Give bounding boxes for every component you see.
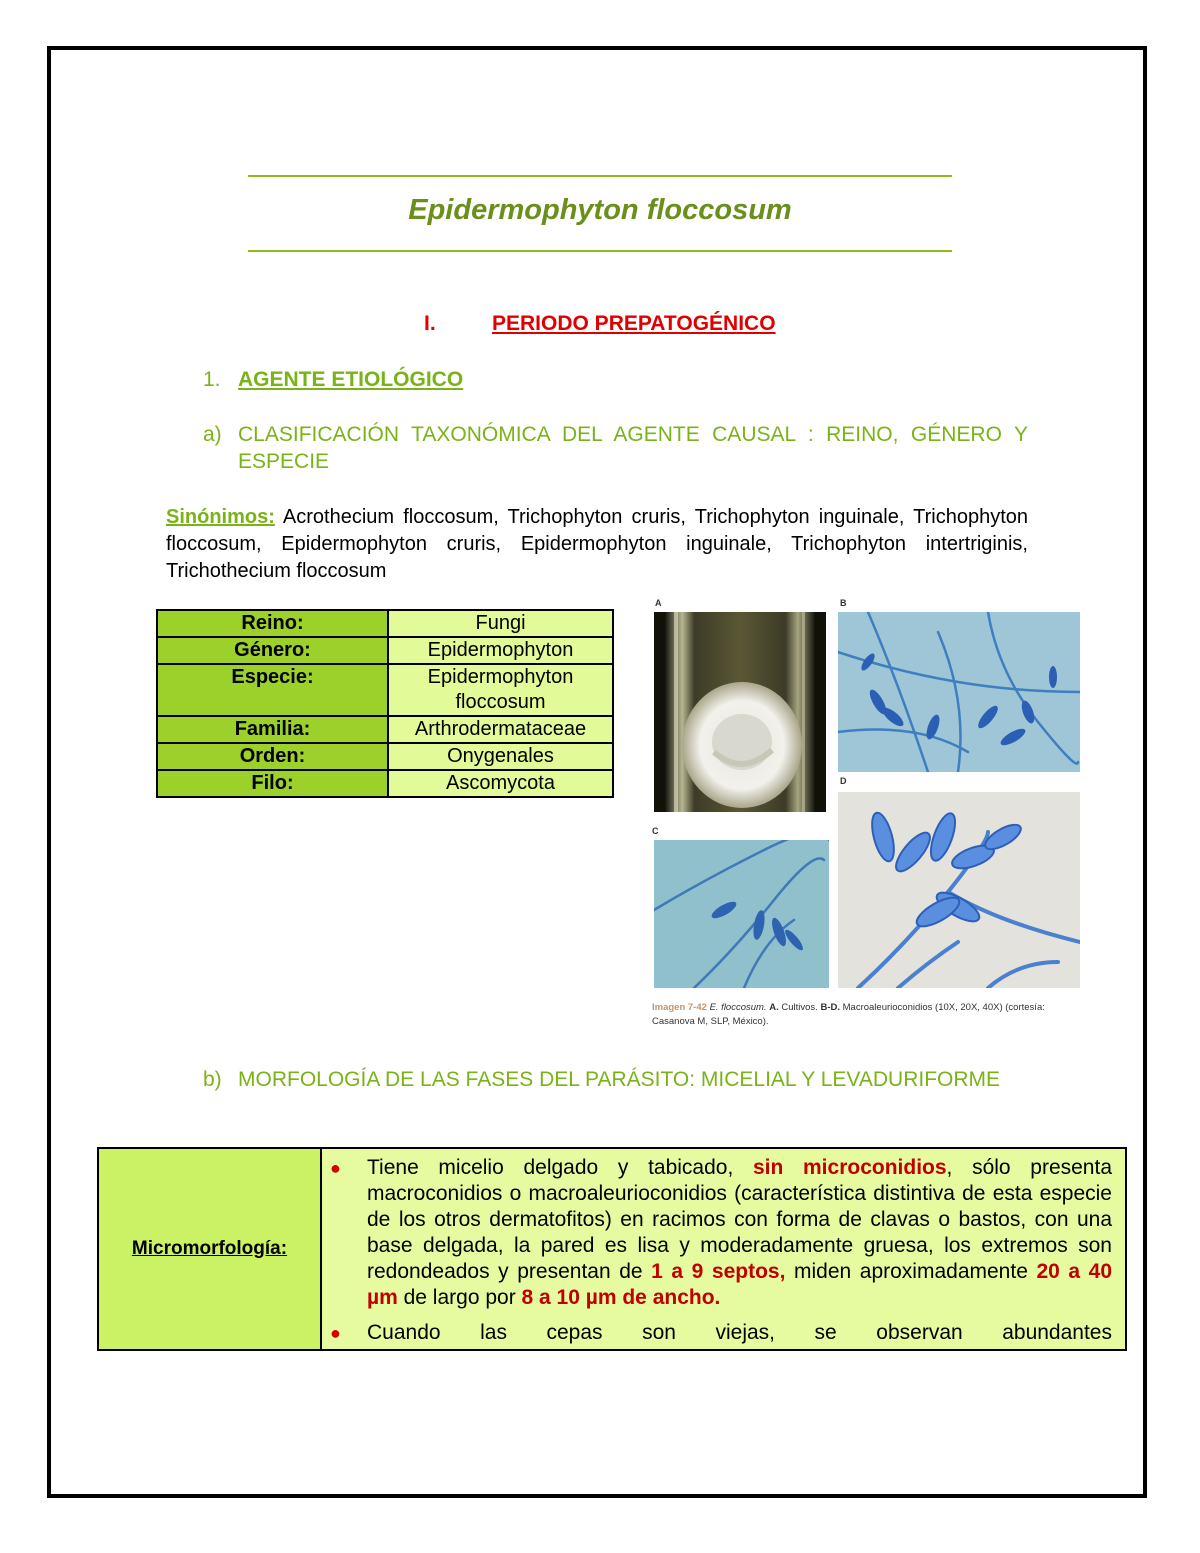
document-title: Epidermophyton floccosum (408, 194, 792, 226)
item-b-label: b) (203, 1068, 222, 1091)
table-row (157, 770, 613, 797)
highlight-text: sin microconidios (752, 1156, 947, 1179)
list-item (330, 1320, 1112, 1346)
taxonomy-value: Ascomycota (388, 770, 613, 797)
synonyms-paragraph (166, 504, 1028, 585)
taxonomy-value: Onygenales (388, 743, 613, 770)
bullet-text: , sólo presenta macroconidios o macroaleurioconidios (característica distintiva de esta especie de los otros dermatofitos) en racimos con forma de clavas o bastos, con una base delgada, la pared es lisa y moderadamente gruesa, los extremos son redondeados y presentan de (367, 1156, 1112, 1283)
table-row (157, 610, 613, 637)
title-top-rule (248, 175, 952, 177)
table-row (157, 637, 613, 664)
taxonomy-key: Orden: (157, 743, 388, 770)
panel-letter-d: D (840, 776, 847, 786)
caption-panel-a: A. (769, 1002, 779, 1013)
section-number: I. (424, 312, 436, 335)
photo-culture-tube (654, 612, 826, 812)
section-title: PERIODO PREPATOGÉNICO (492, 312, 776, 335)
bullet-icon: ● (330, 1158, 341, 1178)
taxonomy-value: Epidermophyton (388, 637, 613, 664)
photo-macroconidia-40x (838, 792, 1080, 988)
subsection-title: AGENTE ETIOLÓGICO (238, 368, 464, 391)
taxonomy-key: Reino: (157, 610, 388, 637)
photo-macroconidia-10x (838, 612, 1080, 772)
list-item (330, 1155, 1112, 1311)
table-row (157, 743, 613, 770)
item-b (203, 1066, 1028, 1122)
caption-image-label: Imagen 7-42 (652, 1002, 707, 1013)
taxonomy-key: Filo: (157, 770, 388, 797)
taxonomy-key: Género: (157, 637, 388, 664)
taxonomy-value: Arthrodermataceae (388, 716, 613, 743)
item-b-text: MORFOLOGÍA DE LAS FASES DEL PARÁSITO: MICELIAL Y LEVADURIFORME (238, 1068, 1001, 1091)
panel-letter-a: A (655, 598, 662, 608)
bullet-icon: ● (330, 1323, 341, 1343)
taxonomy-key: Familia: (157, 716, 388, 743)
synonyms-text: Acrothecium floccosum, Trichophyton cruris, Trichophyton inguinale, Trichophyton floccosum, Epidermophyton cruris, Epidermophyton inguinale, Trichophyton intertriginis, Trichothecium floccosum (166, 506, 1029, 582)
figure-caption (652, 1001, 1084, 1029)
micromorphology-content (321, 1148, 1126, 1350)
taxonomy-key: Especie: (157, 664, 388, 716)
highlight-text: 8 a 10 µm de ancho. (521, 1286, 721, 1309)
highlight-text: 1 a 9 septos, (651, 1260, 786, 1283)
taxonomy-value: Epidermophyton floccosum (388, 664, 613, 716)
micromorphology-header: Micromorfología: (98, 1148, 321, 1350)
caption-text: Macroaleurioconidios (10X, 20X, 40X) (cortesía: Casanova M, SLP, México). (652, 1002, 1045, 1027)
taxonomy-value: Fungi (388, 610, 613, 637)
microscopy-figure (652, 598, 1084, 1028)
bullet-text: Tiene micelio delgado y tabicado, (367, 1156, 753, 1179)
synonyms-label: Sinónimos: (166, 506, 275, 528)
caption-panels-bd: B-D. (820, 1002, 840, 1013)
subsection-number: 1. (203, 368, 221, 391)
taxonomy-table (156, 609, 614, 798)
item-a (203, 421, 1028, 477)
bullet-text: Cuando las cepas son viejas, se observan abundantes (367, 1321, 1112, 1344)
highlight-text: 20 a 40 µm (367, 1260, 1112, 1309)
item-a-text: CLASIFICACIÓN TAXONÓMICA DEL AGENTE CAUSAL : REINO, GÉNERO Y ESPECIE (238, 423, 1028, 473)
table-row (98, 1148, 1126, 1350)
panel-letter-b: B (840, 598, 847, 608)
morphology-table (97, 1147, 1127, 1351)
bullet-text: miden aproximadamente (785, 1260, 1037, 1283)
title-bottom-rule (248, 250, 952, 252)
table-row (157, 716, 613, 743)
caption-species: E. floccosum. (709, 1002, 767, 1013)
caption-panel-a-text: Cultivos. (781, 1002, 818, 1013)
bullet-text: de largo por (397, 1286, 522, 1309)
table-row (157, 664, 613, 716)
item-a-label: a) (203, 423, 222, 446)
photo-macroconidia-20x (654, 840, 829, 988)
panel-letter-c: C (652, 826, 659, 836)
